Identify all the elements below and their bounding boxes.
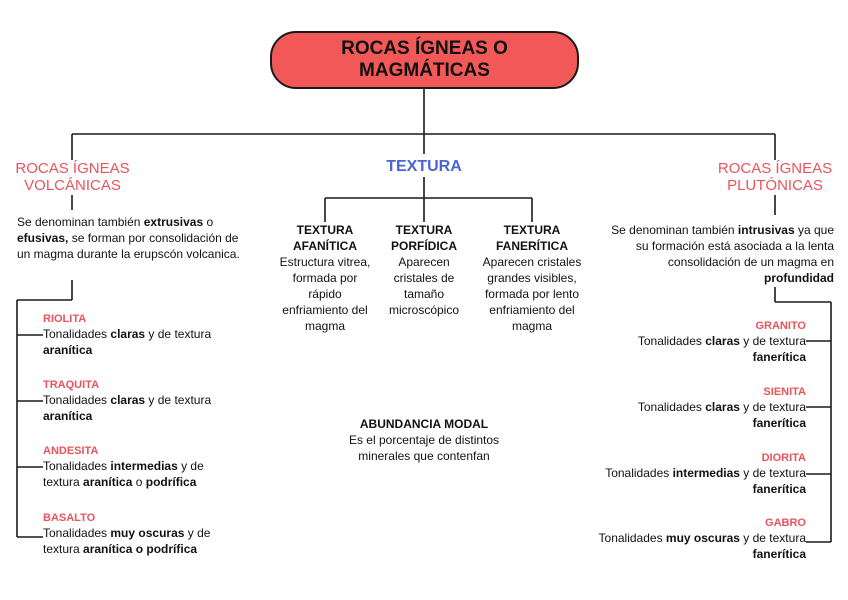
rock-andesita: [43, 444, 233, 490]
rock-name: SIENITA: [763, 386, 806, 398]
plutonic-heading: ROCAS ÍGNEAS PLUTÓNICAS: [717, 160, 833, 194]
texture-faneritica: [481, 222, 583, 334]
texture-name: TEXTURA AFANÍTICA: [293, 223, 357, 253]
volcanic-description: Se denominan también extrusivas o efusivas, se forman por consolidación de un magma durante la erupscón volcanica.: [17, 215, 240, 261]
rock-name: RIOLITA: [43, 313, 87, 325]
texture-porfidica: [382, 222, 466, 318]
rock-name: GRANITO: [755, 320, 806, 332]
abundancia-modal-title: ABUNDANCIA MODAL: [359, 417, 489, 431]
texture-name: TEXTURA FANERÍTICA: [496, 223, 568, 253]
abundancia-modal-description: Es el porcentaje de distintos minerales que contenfan: [348, 433, 500, 463]
texture-afanitica: [278, 222, 372, 334]
rock-description: Tonalidades claras y de textura aranítica: [43, 393, 212, 423]
rock-description: Tonalidades intermedias y de textura fanerítica: [605, 466, 806, 496]
rock-granito: [600, 319, 806, 365]
texture-description: Estructura vitrea, formada por rápido enfriamiento del magma: [279, 255, 371, 333]
rock-sienita: [600, 385, 806, 431]
rock-name: TRAQUITA: [43, 379, 100, 391]
abundancia-modal: [334, 416, 514, 464]
rock-description: Tonalidades intermedias y de textura aranítica o podrífica: [43, 459, 204, 489]
rock-traquita: [43, 378, 233, 424]
rock-name: GABRO: [765, 517, 806, 529]
rock-name: ANDESITA: [43, 445, 99, 457]
rock-description: Tonalidades muy oscuras y de textura fanerítica: [598, 531, 806, 561]
title-box: [270, 31, 579, 89]
texture-description: Aparecen cristales grandes visibles, formada por lento enfriamiento del magma: [482, 255, 582, 333]
texture-name: TEXTURA PORFÍDICA: [391, 223, 457, 253]
rock-description: Tonalidades claras y de textura aranítica: [43, 327, 212, 357]
rock-description: Tonalidades muy oscuras y de textura aranítica o podrífica: [43, 526, 211, 556]
rock-name: BASALTO: [43, 512, 96, 524]
texture-heading: TEXTURA: [386, 158, 462, 175]
rock-diorita: [584, 451, 806, 497]
texture-description: Aparecen cristales de tamaño microscópico: [388, 255, 460, 317]
rock-basalto: [43, 511, 233, 557]
rock-riolita: [43, 312, 233, 358]
rock-name: DIORITA: [761, 452, 806, 464]
rock-description: Tonalidades claras y de textura fanerítica: [637, 334, 806, 364]
rock-gabro: [584, 516, 806, 562]
title-text: ROCAS ÍGNEAS O MAGMÁTICAS: [341, 38, 508, 81]
rock-description: Tonalidades claras y de textura fanerítica: [637, 400, 806, 430]
volcanic-heading: ROCAS ÍGNEAS VOLCÁNICAS: [15, 160, 130, 194]
plutonic-description: Se denominan también intrusivas ya que su formación está asociada a la lenta consolidación de un magma en profundidad: [611, 223, 834, 285]
